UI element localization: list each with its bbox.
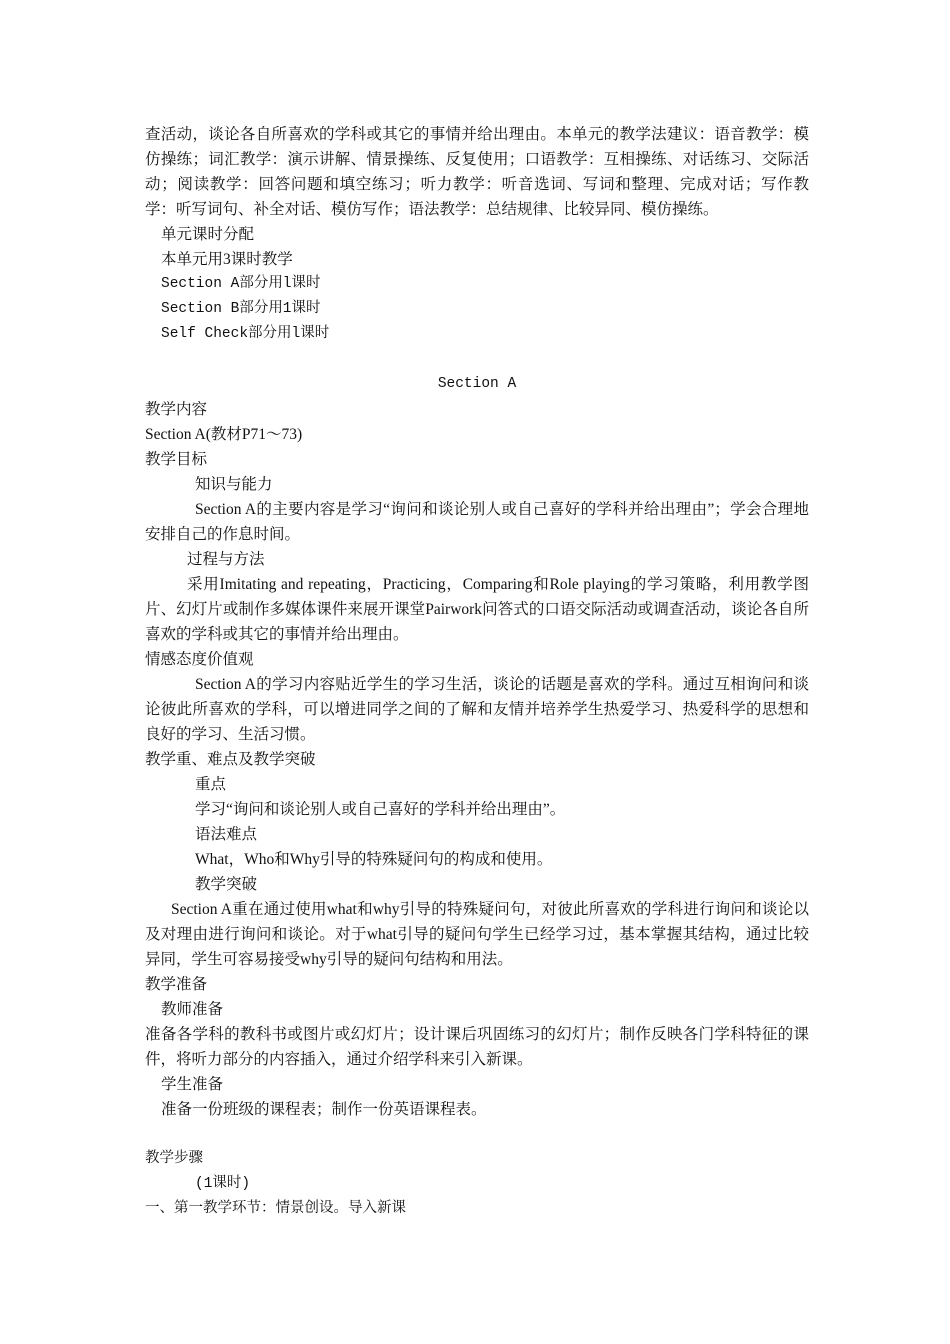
emotion-heading: 情感态度价值观: [145, 651, 254, 668]
step-one-heading: 一、第一教学环节：情景创设。导入新课: [145, 1201, 406, 1217]
knowledge-text: Section A的主要内容是学习“询问和谈论别人或自己喜好的学科并给出理由”；学会合理地安排自己的作息时间。: [145, 501, 809, 543]
student-prep-heading: 学生准备: [161, 1076, 224, 1093]
breakthrough-heading: 教学突破: [195, 876, 258, 893]
key-heading: 重点: [195, 776, 227, 793]
spacer: [145, 347, 809, 372]
key-text: 学习“询问和谈论别人或自己喜好的学科并给出理由”。: [195, 801, 566, 818]
steps-heading: 教学步骤: [145, 1151, 203, 1167]
spacer: [145, 1122, 809, 1147]
process-text: 采用Imitating and repeating，Practicing，Comparing和Role playing的学习策略，利用教学图片、幻灯片或制作多媒体课件来展开课堂Pairwork问答式的口语交际活动或调查活动，谈论各自所喜欢的学科或其它的事情并给出理由。: [145, 576, 809, 643]
schedule-total: 本单元用3课时教学: [161, 251, 293, 268]
teacher-prep-text: 准备各学科的教科书或图片或幻灯片；设计课后巩固练习的幻灯片；制作反映各门学科特征的课件，将听力部分的内容插入，通过介绍学科来引入新课。: [145, 1026, 809, 1068]
breakthrough-text: Section A重在通过使用what和why引导的特殊疑问句，对彼此所喜欢的学科进行询问和谈论以及对理由进行询问和谈论。对于what引导的疑问句学生已经学习过，基本掌握其结构，通过比较异同，学生可容易接受why引导的疑问句结构和用法。: [145, 901, 809, 968]
schedule-section-a: Section A部分用l课时: [161, 276, 321, 292]
steps-periods: (1课时): [195, 1176, 251, 1192]
keypoints-heading: 教学重、难点及教学突破: [145, 751, 316, 768]
content-text: Section A(教材P71～73): [145, 426, 303, 443]
student-prep-text: 准备一份班级的课程表；制作一份英语课程表。: [161, 1101, 487, 1118]
process-heading: 过程与方法: [187, 551, 265, 568]
section-a-title: Section A: [437, 376, 517, 392]
goals-heading: 教学目标: [145, 451, 208, 468]
schedule-self-check: Self Check部分用l课时: [161, 326, 330, 342]
intro-paragraph: 查活动，谈论各自所喜欢的学科或其它的事情并给出理由。本单元的教学法建议：语音教学：模仿操练；词汇教学：演示讲解、情景操练、反复使用；口语教学：互相操练、对话练习、交际活动；阅读教学：回答问题和填空练习；听力教学：听音选词、写词和整理、完成对话；写作教学：听写词句、补全对话、模仿写作；语法教学：总结规律、比较异同、模仿操练。: [145, 126, 809, 218]
grammar-text: What，Who和Why引导的特殊疑问句的构成和使用。: [195, 851, 553, 868]
emotion-text: Section A的学习内容贴近学生的学习生活，谈论的话题是喜欢的学科。通过互相询问和谈论彼此所喜欢的学科，可以增进同学之间的了解和友情并培养学生热爱学习、热爱科学的思想和良好的学习、生活习惯。: [145, 676, 809, 743]
knowledge-heading: 知识与能力: [195, 476, 273, 493]
content-heading: 教学内容: [145, 401, 208, 418]
schedule-heading: 单元课时分配: [161, 226, 255, 243]
teacher-prep-heading: 教师准备: [161, 1001, 224, 1018]
schedule-section-b: Section B部分用1课时: [161, 301, 321, 317]
grammar-heading: 语法难点: [195, 826, 258, 843]
document-page: [145, 122, 809, 1222]
prep-heading: 教学准备: [145, 976, 208, 993]
